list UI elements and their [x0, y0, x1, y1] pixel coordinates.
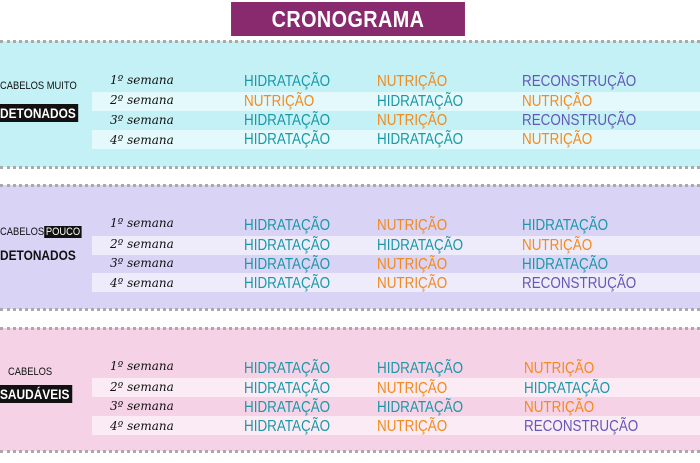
- treatment-cell: RECONSTRUÇÃO: [522, 112, 637, 129]
- treatment-cell: HIDRATAÇÃO: [244, 418, 331, 435]
- treatment-cell: HIDRATAÇÃO: [522, 217, 609, 234]
- treatment-cell: HIDRATAÇÃO: [244, 380, 331, 397]
- section-1-label-main: DETONADOS: [0, 104, 78, 122]
- week-label: 2º semana: [110, 237, 174, 251]
- section-border: [0, 450, 700, 453]
- treatment-cell: HIDRATAÇÃO: [377, 237, 464, 254]
- section-2-label-main: DETONADOS: [0, 247, 76, 263]
- section-border: [0, 184, 700, 187]
- label-highlight: POUCO: [45, 226, 81, 238]
- treatment-cell: NUTRIÇÃO: [377, 112, 448, 129]
- week-label: 3º semana: [110, 399, 174, 413]
- treatment-cell: HIDRATAÇÃO: [244, 237, 331, 254]
- treatment-cell: NUTRIÇÃO: [377, 217, 448, 234]
- week-label: 4º semana: [110, 133, 174, 147]
- treatment-cell: NUTRIÇÃO: [377, 256, 448, 273]
- section-1-label-small: CABELOS MUITO: [0, 80, 77, 92]
- treatment-cell: RECONSTRUÇÃO: [522, 275, 637, 292]
- treatment-cell: NUTRIÇÃO: [377, 275, 448, 292]
- section-border: [0, 166, 700, 169]
- treatment-cell: HIDRATAÇÃO: [244, 275, 331, 292]
- week-label: 4º semana: [110, 419, 174, 433]
- treatment-cell: NUTRIÇÃO: [524, 360, 595, 377]
- treatment-cell: NUTRIÇÃO: [244, 93, 315, 110]
- section-border: [0, 327, 700, 330]
- treatment-cell: HIDRATAÇÃO: [524, 380, 611, 397]
- treatment-cell: HIDRATAÇÃO: [244, 131, 331, 148]
- week-label: 3º semana: [110, 113, 174, 127]
- section-2-label-small: CABELOS POUCO: [0, 226, 81, 238]
- treatment-cell: RECONSTRUÇÃO: [524, 418, 639, 435]
- treatment-cell: HIDRATAÇÃO: [377, 131, 464, 148]
- treatment-cell: NUTRIÇÃO: [522, 93, 593, 110]
- week-label: 1º semana: [110, 359, 174, 373]
- page-title: CRONOGRAMA: [231, 2, 465, 36]
- treatment-cell: NUTRIÇÃO: [377, 73, 448, 90]
- week-label: 3º semana: [110, 256, 174, 270]
- section-border: [0, 40, 700, 43]
- week-label: 2º semana: [110, 380, 174, 394]
- week-label: 4º semana: [110, 276, 174, 290]
- week-label: 2º semana: [110, 93, 174, 107]
- week-label: 1º semana: [110, 73, 174, 87]
- treatment-cell: NUTRIÇÃO: [522, 131, 593, 148]
- treatment-cell: NUTRIÇÃO: [377, 418, 448, 435]
- treatment-cell: RECONSTRUÇÃO: [522, 73, 637, 90]
- treatment-cell: HIDRATAÇÃO: [244, 399, 331, 416]
- section-3-label-main: SAUDÁVEIS: [0, 385, 72, 403]
- treatment-cell: HIDRATAÇÃO: [244, 112, 331, 129]
- treatment-cell: HIDRATAÇÃO: [522, 256, 609, 273]
- week-label: 1º semana: [110, 216, 174, 230]
- treatment-cell: HIDRATAÇÃO: [244, 256, 331, 273]
- treatment-cell: HIDRATAÇÃO: [244, 73, 331, 90]
- treatment-cell: HIDRATAÇÃO: [377, 399, 464, 416]
- treatment-cell: NUTRIÇÃO: [377, 380, 448, 397]
- treatment-cell: NUTRIÇÃO: [522, 237, 593, 254]
- treatment-cell: HIDRATAÇÃO: [377, 93, 464, 110]
- section-3-label-small: CABELOS: [8, 366, 53, 378]
- treatment-cell: HIDRATAÇÃO: [244, 360, 331, 377]
- treatment-cell: NUTRIÇÃO: [524, 399, 595, 416]
- section-border: [0, 308, 700, 311]
- treatment-cell: HIDRATAÇÃO: [377, 360, 464, 377]
- treatment-cell: HIDRATAÇÃO: [244, 217, 331, 234]
